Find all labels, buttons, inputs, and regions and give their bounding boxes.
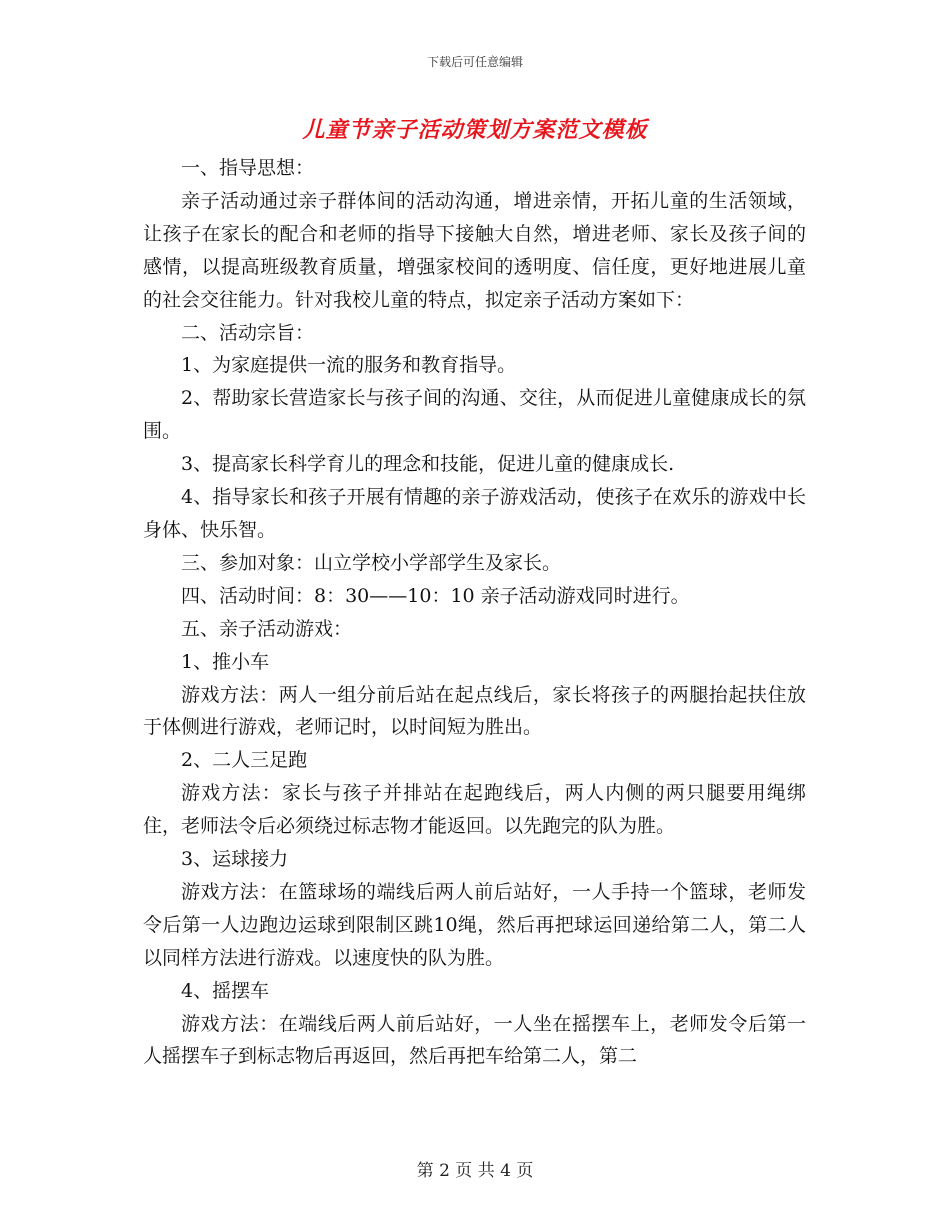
- header-note: 下载后可任意编辑: [426, 55, 523, 69]
- paragraph: 二、活动宗旨：: [181, 321, 315, 344]
- paragraph: 五、亲子活动游戏：: [181, 617, 353, 640]
- paragraph: 四、活动时间：8：30——10：10 亲子活动游戏同时进行。: [181, 584, 690, 607]
- paragraph: 3、提高家长科学育儿的理念和技能，促进儿童的健康成长.: [181, 453, 675, 476]
- paragraph: 游戏方法：在篮球场的端线后两人前后站好，一人手持一个篮球，老师发令后第一人边跑边运球到限制区跳10绳，然后再把球运回递给第二人，第二人以同样方法进行游戏。以速度快的队为胜。: [143, 880, 806, 969]
- paragraph: 1、为家庭提供一流的服务和教育指导。: [181, 354, 517, 377]
- paragraph: 2、二人三足跑: [181, 749, 308, 772]
- paragraph: 4、指导家长和孩子开展有情趣的亲子游戏活动，使孩子在欢乐的游戏中长身体、快乐智。: [143, 486, 806, 541]
- paragraph: 游戏方法：两人一组分前后站在起点线后，家长将孩子的两腿抬起扶住放于体侧进行游戏，老师记时，以时间短为胜出。: [143, 683, 806, 739]
- page-footer: 第 2 页 共 4 页: [416, 1161, 534, 1181]
- paragraph: 一、指导思想：: [181, 157, 315, 179]
- document-title: 儿童节亲子活动策划方案范文模板: [302, 118, 648, 143]
- paragraph: 2、帮助家长营造家长与孩子间的沟通、交往，从而促进儿童健康成长的氛围。: [143, 387, 806, 443]
- paragraph: 亲子活动通过亲子群体间的活动沟通，增进亲情，开拓儿童的生活领域，让孩子在家长的配合和老师的指导下接触大自然，增进老师、家长及孩子间的感情，以提高班级教育质量，增强家校间的透明度、信任度，更好地进展儿童的社会交往能力。针对我校儿童的特点，拟定亲子活动方案如下：: [143, 189, 806, 311]
- paragraph: 3、运球接力: [181, 848, 289, 871]
- paragraph: 游戏方法：在端线后两人前后站好，一人坐在摇摆车上，老师发令后第一人摇摆车子到标志物后再返回，然后再把车给第二人，第二: [143, 1012, 806, 1068]
- paragraph: 三、参加对象：山立学校小学部学生及家长。: [181, 551, 562, 574]
- paragraph: 4、摇摆车: [181, 979, 270, 1002]
- paragraph: 1、推小车: [181, 650, 270, 673]
- paragraph: 游戏方法：家长与孩子并排站在起跑线后，两人内侧的两只腿要用绳绑住，老师法令后必须绕过标志物才能返回。以先跑完的队为胜。: [143, 782, 806, 838]
- document-body: [143, 152, 806, 1073]
